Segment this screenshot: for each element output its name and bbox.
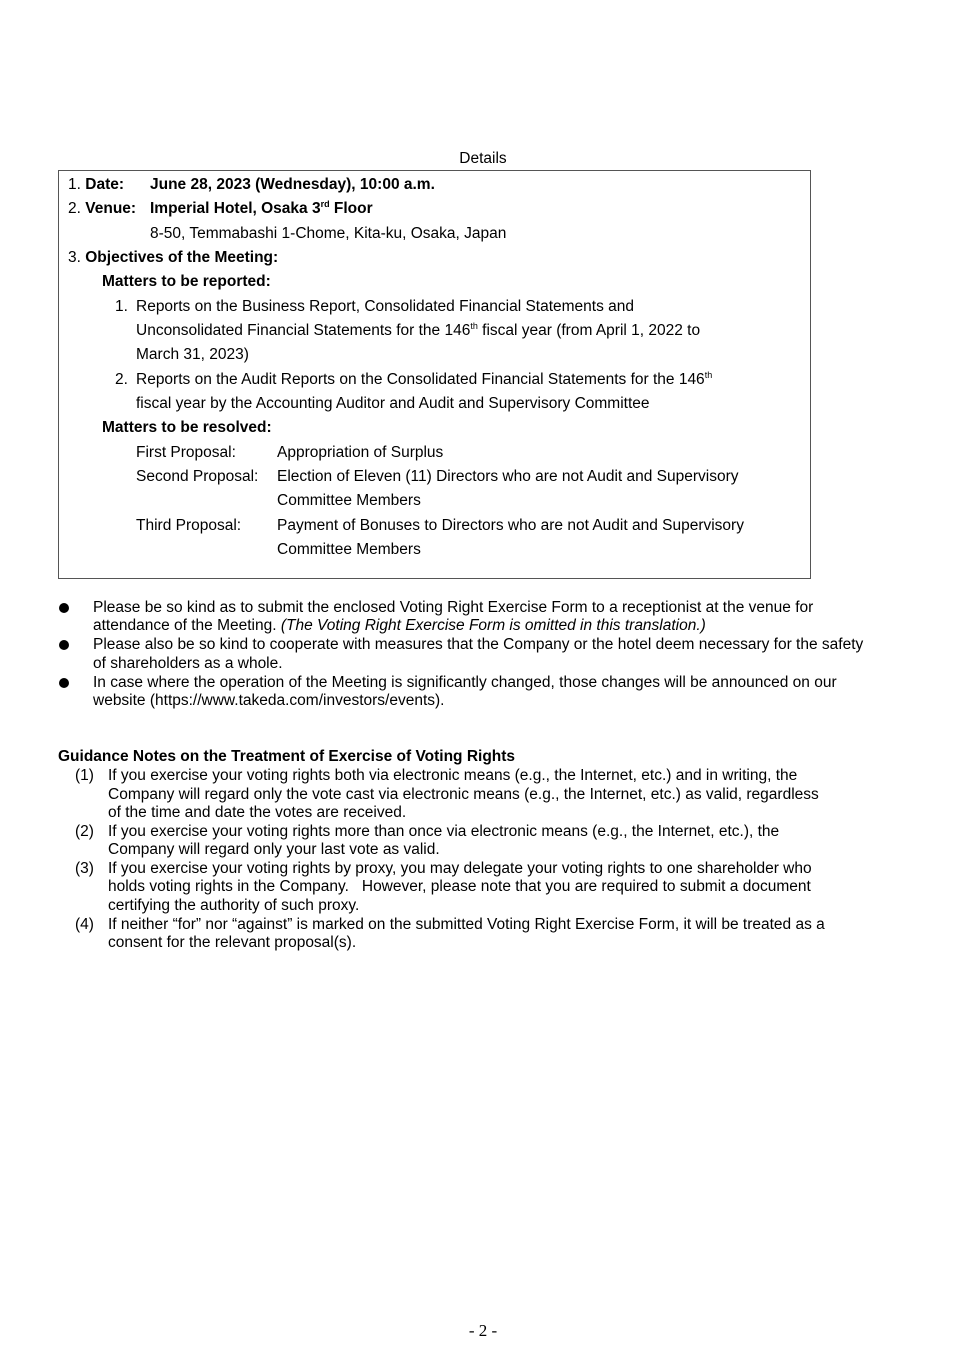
- date-number: 1.: [68, 176, 81, 193]
- note-4-number: (4): [75, 916, 94, 933]
- proposal-1-label: First Proposal:: [136, 444, 236, 461]
- reported-item-1-ordinal: th: [470, 321, 478, 331]
- proposal-2-label: Second Proposal:: [136, 468, 259, 485]
- reported-item-1-line-2: [136, 321, 700, 341]
- note-3-line-3: certifying the authority of such proxy.: [108, 897, 360, 914]
- date-row: [68, 175, 124, 195]
- bullet-1-line-2-text: attendance of the Meeting.: [93, 617, 281, 634]
- note-3-number: (3): [75, 860, 94, 877]
- bullet-2-line-1: Please also be so kind to cooperate with measures that the Company or the hotel deem necessary for the safety: [93, 636, 864, 653]
- venue-address: 8-50, Temmabashi 1-Chome, Kita-ku, Osaka, Japan: [150, 225, 507, 242]
- objectives-row: [68, 248, 278, 268]
- note-1-line-3: of the time and date the votes are received.: [108, 804, 407, 821]
- note-1-line-2: Company will regard only the vote cast via electronic means (e.g., the Internet, etc.) as valid, regardless: [108, 786, 819, 803]
- bullet-icon: [59, 603, 69, 613]
- reported-item-1-number: 1.: [115, 298, 128, 315]
- guidance-title: Guidance Notes on the Treatment of Exercise of Voting Rights: [58, 748, 516, 765]
- reported-item-1-line-2-text: Unconsolidated Financial Statements for the 146: [136, 322, 471, 339]
- note-2-line-1: If you exercise your voting rights more than once via electronic means (e.g., the Internet, etc.), the: [108, 823, 780, 840]
- note-2-number: (2): [75, 823, 94, 840]
- bullet-1-line-2: [93, 617, 706, 636]
- date-value: June 28, 2023 (Wednesday), 10:00 a.m.: [150, 176, 435, 193]
- bullet-3-line-1: In case where the operation of the Meeting is significantly changed, those changes will be announced on our: [93, 674, 837, 691]
- resolved-heading: Matters to be resolved:: [102, 419, 272, 436]
- venue-row: [68, 199, 136, 219]
- proposal-3-text-line-1: Payment of Bonuses to Directors who are not Audit and Supervisory: [277, 517, 744, 534]
- venue-floor: Floor: [333, 200, 373, 217]
- proposal-2-text-line-1: Election of Eleven (11) Directors who are not Audit and Supervisory: [277, 468, 739, 485]
- note-4-line-1: If neither “for” nor “against” is marked on the submitted Voting Right Exercise Form, it will be treated as a: [108, 916, 825, 933]
- bullet-2-line-2: of shareholders as a whole.: [93, 655, 283, 672]
- bullet-icon: [59, 640, 69, 650]
- reported-heading: Matters to be reported:: [102, 273, 271, 290]
- objectives-label: Objectives of the Meeting:: [85, 249, 279, 266]
- bullet-1-line-1: Please be so kind as to submit the enclosed Voting Right Exercise Form to a receptionist at the venue for: [93, 599, 814, 616]
- venue-value: [150, 199, 373, 219]
- details-box: [58, 170, 811, 579]
- note-1-number: (1): [75, 767, 94, 784]
- date-label: Date:: [85, 176, 125, 193]
- proposal-1-text: Appropriation of Surplus: [277, 444, 444, 461]
- bullet-1-italic-note: (The Voting Right Exercise Form is omitted in this translation.): [280, 617, 706, 634]
- objectives-number: 3.: [68, 249, 81, 266]
- proposal-3-text-line-2: Committee Members: [277, 541, 421, 558]
- bullet-3-line-2: website (https://www.takeda.com/investors/events).: [93, 692, 445, 709]
- venue-number: 2.: [68, 200, 81, 217]
- note-4-line-2: consent for the relevant proposal(s).: [108, 934, 357, 951]
- proposal-3-label: Third Proposal:: [136, 517, 242, 534]
- reported-item-1-line-2-rest: fiscal year (from April 1, 2022 to: [477, 322, 701, 339]
- venue-name: Imperial Hotel, Osaka 3: [150, 200, 321, 217]
- venue-label: Venue:: [85, 200, 137, 217]
- proposal-2-text-line-2: Committee Members: [277, 492, 421, 509]
- reported-item-1-line-1: Reports on the Business Report, Consolidated Financial Statements and: [136, 298, 635, 315]
- note-2-line-2: Company will regard only your last vote as valid.: [108, 841, 440, 858]
- page-number: - 2 -: [468, 1321, 498, 1340]
- venue-ordinal: rd: [320, 199, 330, 209]
- reported-item-2-line-1: [136, 370, 712, 390]
- note-3-line-2: holds voting rights in the Company. However, please note that you are required to submit a document: [108, 878, 811, 895]
- note-1-line-1: If you exercise your voting rights both via electronic means (e.g., the Internet, etc.) and in writing, the: [108, 767, 798, 784]
- reported-item-2-line-2: fiscal year by the Accounting Auditor and Audit and Supervisory Committee: [136, 395, 650, 412]
- reported-item-2-ordinal: th: [704, 370, 713, 380]
- note-3-line-1: If you exercise your voting rights by proxy, you may delegate your voting rights to one shareholder who: [108, 860, 812, 877]
- bullet-icon: [59, 678, 69, 688]
- reported-item-1-line-3: March 31, 2023): [136, 346, 249, 363]
- reported-item-2-number: 2.: [115, 371, 128, 388]
- details-title: Details: [459, 150, 507, 167]
- reported-item-2-line-1-text: Reports on the Audit Reports on the Consolidated Financial Statements for the 146: [136, 371, 705, 388]
